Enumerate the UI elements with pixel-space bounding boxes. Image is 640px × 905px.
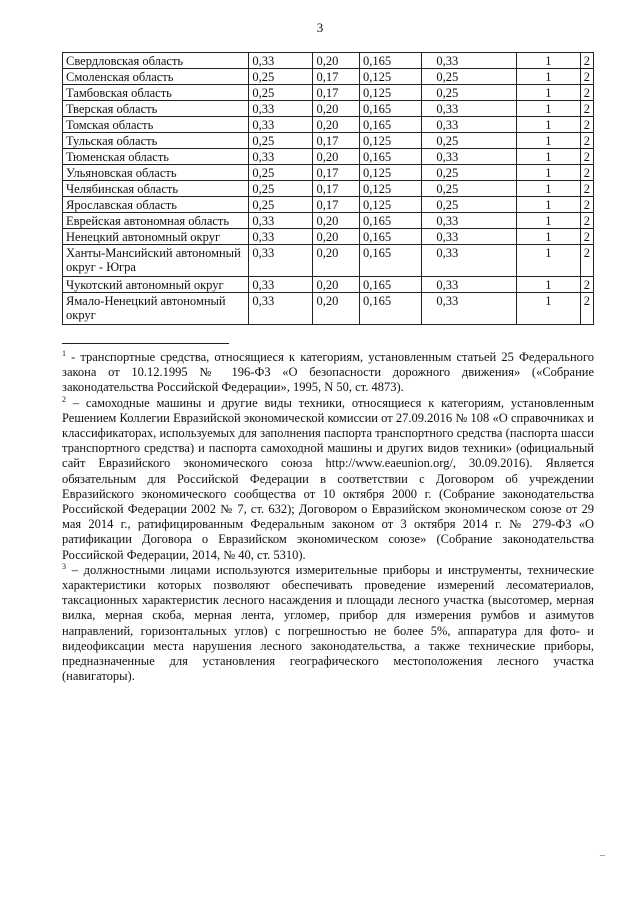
value-cell-3: 0,125 <box>360 69 422 85</box>
value-cell-5: 1 <box>516 229 580 245</box>
value-cell-2: 0,17 <box>313 165 360 181</box>
value-cell-5: 1 <box>516 245 580 277</box>
value-cell-4: 0,33 <box>422 213 517 229</box>
value-cell-2: 0,20 <box>313 229 360 245</box>
value-cell-2: 0,17 <box>313 133 360 149</box>
value-cell-3: 0,165 <box>360 101 422 117</box>
table-row <box>63 181 594 197</box>
value-cell-1: 0,33 <box>249 229 313 245</box>
value-cell-1: 0,25 <box>249 181 313 197</box>
value-cell-2: 0,17 <box>313 181 360 197</box>
footnote-2-mark: 2 <box>62 394 66 404</box>
table-body <box>63 53 594 325</box>
table-row <box>63 293 594 325</box>
value-cell-6: 2 <box>580 117 593 133</box>
value-cell-2: 0,20 <box>313 213 360 229</box>
value-cell-1: 0,25 <box>249 69 313 85</box>
value-cell-5: 1 <box>516 101 580 117</box>
value-cell-1: 0,33 <box>249 101 313 117</box>
region-cell: Ненецкий автономный округ <box>63 229 249 245</box>
value-cell-1: 0,33 <box>249 149 313 165</box>
region-cell: Чукотский автономный округ <box>63 277 249 293</box>
value-cell-3: 0,165 <box>360 293 422 325</box>
value-cell-4: 0,25 <box>422 165 517 181</box>
value-cell-3: 0,125 <box>360 165 422 181</box>
footnote-3-mark: 3 <box>62 561 66 571</box>
table-row <box>63 229 594 245</box>
footnote-divider <box>62 343 229 344</box>
value-cell-2: 0,20 <box>313 53 360 69</box>
value-cell-6: 2 <box>580 149 593 165</box>
value-cell-2: 0,20 <box>313 293 360 325</box>
value-cell-5: 1 <box>516 197 580 213</box>
value-cell-4: 0,33 <box>422 245 517 277</box>
footnote-1-text: - транспортные средства, относящиеся к категориям, установленным статьей 25 Федерального закона от 10.12.1995 № 196-ФЗ «О безопасности дорожного движения» («Собрание законодательства Российской Федерации», 1995, N 50, ст. 4873). <box>62 350 594 395</box>
value-cell-1: 0,33 <box>249 213 313 229</box>
table-row <box>63 149 594 165</box>
region-cell: Тверская область <box>63 101 249 117</box>
value-cell-6: 2 <box>580 277 593 293</box>
value-cell-4: 0,33 <box>422 101 517 117</box>
footnotes <box>62 350 594 684</box>
region-cell: Ульяновская область <box>63 165 249 181</box>
value-cell-2: 0,17 <box>313 197 360 213</box>
table-row <box>63 245 594 277</box>
value-cell-4: 0,25 <box>422 197 517 213</box>
value-cell-5: 1 <box>516 117 580 133</box>
region-cell: Тульская область <box>63 133 249 149</box>
region-cell: Смоленская область <box>63 69 249 85</box>
value-cell-1: 0,33 <box>249 245 313 277</box>
value-cell-6: 2 <box>580 197 593 213</box>
value-cell-4: 0,33 <box>422 293 517 325</box>
table-row <box>63 133 594 149</box>
footnote-2-text: – самоходные машины и другие виды техники, относящиеся к категориям, установленным Решением Коллегии Евразийской экономической комиссии от 27.09.2016 № 108 «О справочниках и классификаторах, используемых для заполнения паспорта транспортного средства (паспорта шасси транспортного средства) и паспорта самоходной машины и других видов техники» (официальный сайт Евразийского экономического союза http://www.eaeunion.org/, 30.09.2016). Является обязательным для Российской Федерации в соответствии с Договором об учреждении Евразийского экономического сообщества от 10 октября 2000 г. (Собрание законодательства Российской Федерации 2002 № 7, ст. 632); Договором о Евразийском экономическом союзе от 29 мая 2014 г., ратифицированным Федеральным законом от 3 октября 2014 г. № 279-ФЗ «О ратификации Договора о Евразийском экономическом союзе» (Собрание законодательства Российской Федерации, 2014, № 40, ст. 5310). <box>62 395 594 562</box>
value-cell-1: 0,25 <box>249 197 313 213</box>
footnote-1-mark: 1 <box>62 348 66 358</box>
value-cell-1: 0,33 <box>249 293 313 325</box>
value-cell-6: 2 <box>580 133 593 149</box>
value-cell-6: 2 <box>580 181 593 197</box>
value-cell-4: 0,25 <box>422 181 517 197</box>
value-cell-4: 0,33 <box>422 117 517 133</box>
value-cell-3: 0,125 <box>360 181 422 197</box>
value-cell-2: 0,17 <box>313 69 360 85</box>
value-cell-1: 0,25 <box>249 133 313 149</box>
value-cell-1: 0,33 <box>249 53 313 69</box>
region-cell: Томская область <box>63 117 249 133</box>
value-cell-6: 2 <box>580 229 593 245</box>
value-cell-3: 0,165 <box>360 229 422 245</box>
value-cell-6: 2 <box>580 245 593 277</box>
table-row <box>63 197 594 213</box>
value-cell-4: 0,33 <box>422 229 517 245</box>
page-number: 3 <box>316 20 324 35</box>
value-cell-6: 2 <box>580 69 593 85</box>
value-cell-6: 2 <box>580 293 593 325</box>
value-cell-1: 0,25 <box>249 165 313 181</box>
table-row <box>63 117 594 133</box>
coefficients-table <box>62 52 594 325</box>
value-cell-3: 0,165 <box>360 53 422 69</box>
value-cell-3: 0,165 <box>360 213 422 229</box>
value-cell-5: 1 <box>516 149 580 165</box>
value-cell-3: 0,125 <box>360 85 422 101</box>
value-cell-2: 0,20 <box>313 101 360 117</box>
value-cell-6: 2 <box>580 53 593 69</box>
region-cell: Свердловская область <box>63 53 249 69</box>
value-cell-2: 0,20 <box>313 117 360 133</box>
value-cell-5: 1 <box>516 85 580 101</box>
table-row <box>63 69 594 85</box>
region-cell: Тюменская область <box>63 149 249 165</box>
value-cell-5: 1 <box>516 165 580 181</box>
value-cell-5: 1 <box>516 293 580 325</box>
value-cell-6: 2 <box>580 101 593 117</box>
value-cell-3: 0,125 <box>360 197 422 213</box>
region-cell: Ямало-Ненецкий автономный округ <box>63 293 249 325</box>
value-cell-5: 1 <box>516 133 580 149</box>
table-row <box>63 85 594 101</box>
value-cell-2: 0,20 <box>313 149 360 165</box>
table-row <box>63 277 594 293</box>
value-cell-2: 0,20 <box>313 277 360 293</box>
region-cell: Ханты-Мансийский автономный округ - Югра <box>63 245 249 277</box>
value-cell-3: 0,165 <box>360 149 422 165</box>
corner-mark: – <box>600 850 605 861</box>
table-row <box>63 213 594 229</box>
region-cell: Ярославская область <box>63 197 249 213</box>
value-cell-1: 0,25 <box>249 85 313 101</box>
value-cell-3: 0,125 <box>360 133 422 149</box>
value-cell-2: 0,20 <box>313 245 360 277</box>
value-cell-4: 0,33 <box>422 277 517 293</box>
value-cell-3: 0,165 <box>360 117 422 133</box>
footnote-2 <box>62 396 594 563</box>
footnote-3-text: – должностными лицами используются измерительные приборы и инструменты, технические характеристики которых позволяют обеспечивать проведение измерений лесоматериалов, таксационных характеристик лесного насаждения и площади лесного участка (высотомер, мерная вилка, мерная скоба, мерная лента, угломер, прибор для измерения румбов и азимутов направлений, горизонтальных углов) с погрешностью не более 5%, аппаратура для фото- и видеофиксации места нарушения лесного законодательства, а также технические приборы, предназначенные для установления географического местоположения лесного участка (навигаторы). <box>62 562 594 684</box>
region-cell: Тамбовская область <box>63 85 249 101</box>
table-row <box>63 165 594 181</box>
value-cell-4: 0,33 <box>422 53 517 69</box>
value-cell-4: 0,25 <box>422 85 517 101</box>
value-cell-6: 2 <box>580 165 593 181</box>
value-cell-2: 0,17 <box>313 85 360 101</box>
footnote-1 <box>62 350 594 396</box>
value-cell-5: 1 <box>516 181 580 197</box>
value-cell-5: 1 <box>516 53 580 69</box>
table-row <box>63 101 594 117</box>
value-cell-4: 0,33 <box>422 149 517 165</box>
region-cell: Челябинская область <box>63 181 249 197</box>
value-cell-5: 1 <box>516 69 580 85</box>
region-cell: Еврейская автономная область <box>63 213 249 229</box>
table-row <box>63 53 594 69</box>
value-cell-3: 0,165 <box>360 277 422 293</box>
value-cell-5: 1 <box>516 277 580 293</box>
value-cell-3: 0,165 <box>360 245 422 277</box>
footnote-3 <box>62 563 594 685</box>
value-cell-4: 0,25 <box>422 133 517 149</box>
value-cell-5: 1 <box>516 213 580 229</box>
value-cell-1: 0,33 <box>249 117 313 133</box>
value-cell-4: 0,25 <box>422 69 517 85</box>
value-cell-6: 2 <box>580 85 593 101</box>
value-cell-6: 2 <box>580 213 593 229</box>
value-cell-1: 0,33 <box>249 277 313 293</box>
